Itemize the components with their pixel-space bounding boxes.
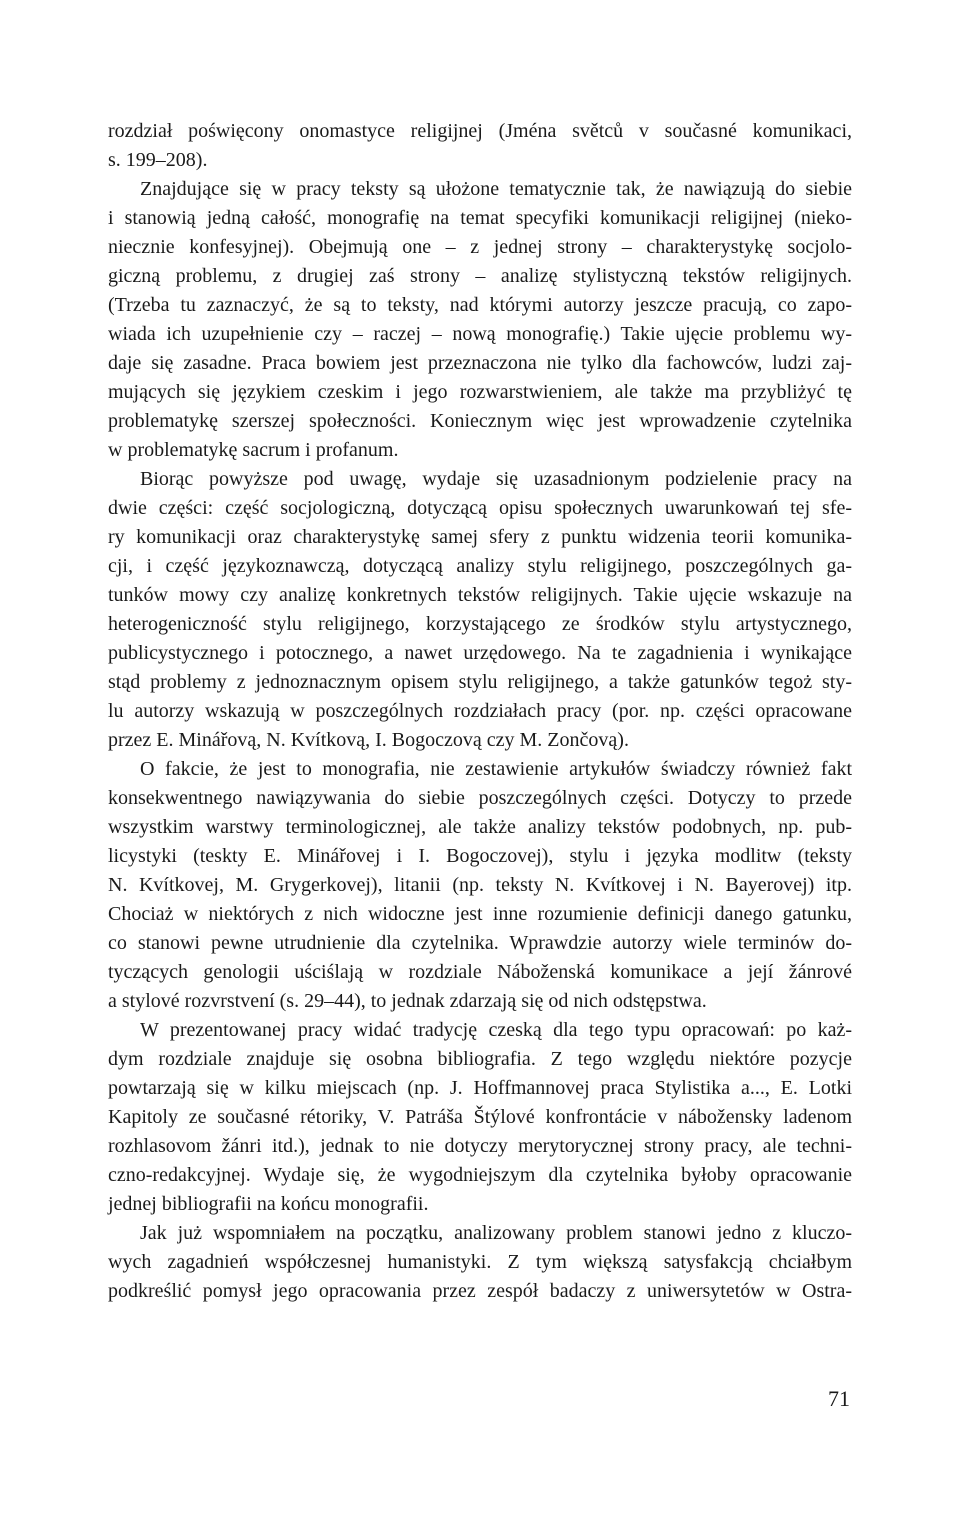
text-line: w problematykę sacrum i profanum. <box>108 439 399 461</box>
text-line: stąd problemy z jednoznacznym opisem stylu religijnego, a także gatunków tegoż sty- <box>108 671 852 693</box>
text-line: N. Kvítkovej, M. Grygerkovej), litanii (np. teksty N. Kvítkovej i N. Bayerovej) itp. <box>108 874 852 896</box>
text-line: czno-redakcyjnej. Wydaje się, że wygodniejszym dla czytelnika byłoby opracowanie <box>108 1164 852 1186</box>
text-line: Kapitoly ze současné rétoriky, V. Patráša Štýlové konfrontácie v nábožensky ladenom <box>108 1106 852 1128</box>
text-line: mujących się językiem czeskim i jego rozwarstwieniem, ale także ma przybliżyć tę <box>108 381 852 403</box>
paragraph <box>108 755 852 1016</box>
text-line: Biorąc powyższe pod uwagę, wydaje się uzasadnionym podzielenie pracy na <box>140 468 852 490</box>
text-line: lu autorzy wskazują w poszczególnych rozdziałach pracy (por. np. części opracowane <box>108 700 852 722</box>
text-line: rozhlasovom žánri itd.), jednak to nie dotyczy merytorycznej strony pracy, ale techni- <box>108 1135 852 1157</box>
page-number: 71 <box>828 1386 850 1411</box>
text-line: rozdział poświęcony onomastyce religijnej (Jména světců v současné komunikaci, <box>108 120 852 142</box>
paragraph <box>108 1219 852 1306</box>
text-line: publicystycznego i potocznego, a nawet urzędowego. Na te zagadnienia i wynikające <box>108 642 852 664</box>
paragraph <box>108 1016 852 1219</box>
text-line: wych zagadnień współczesnej humanistyki. Z tym większą satysfakcją chciałbym <box>108 1251 852 1273</box>
text-line: (Trzeba tu zaznaczyć, że są to teksty, nad którymi autorzy jeszcze pracują, co zapo- <box>108 294 852 316</box>
text-line: i stanowią jedną całość, monografię na temat specyfiki komunikacji religijnej (nieko- <box>108 207 852 229</box>
text-line: jednej bibliografii na końcu monografii. <box>108 1193 429 1215</box>
text-line: problematykę szerszej społeczności. Koniecznym więc jest wprowadzenie czytelnika <box>108 410 852 432</box>
paragraph <box>108 465 852 755</box>
text-line: daje się zasadne. Praca bowiem jest przeznaczona nie tylko dla fachowców, ludzi zaj- <box>108 352 852 374</box>
text-line: heterogeniczność stylu religijnego, korzystającego ze środków stylu artystycznego, <box>108 613 852 635</box>
text-line: dwie części: część socjologiczną, dotyczącą opisu społecznych uwarunkowań tej sfe- <box>108 497 852 519</box>
text-line: Znajdujące się w pracy teksty są ułożone tematycznie tak, że nawiązują do siebie <box>140 178 852 200</box>
text-line: co stanowi pewne utrudnienie dla czytelnika. Wprawdzie autorzy wiele terminów do- <box>108 932 852 954</box>
text-line: niecznie konfesyjnej). Obejmują one – z jednej strony – charakterystykę socjolo- <box>108 236 852 258</box>
text-line: cji, i część językoznawczą, dotyczącą analizy stylu religijnego, poszczególnych ga- <box>108 555 852 577</box>
text-line: s. 199–208). <box>108 149 208 171</box>
text-line: wiada ich uzupełnienie czy – raczej – nową monografię.) Takie ujęcie problemu wy- <box>108 323 852 345</box>
text-line: O fakcie, że jest to monografia, nie zestawienie artykułów świadczy również fakt <box>140 758 852 780</box>
text-line: przez E. Minářovą, N. Kvítkovą, I. Bogoczovą czy M. Zončovą). <box>108 729 629 751</box>
text-line: wszystkim warstwy terminologicznej, ale także analizy tekstów podobnych, np. pub- <box>108 816 852 838</box>
text-line: tyczących genologii uściślają w rozdziale Náboženská komunikace a její žánrové <box>108 961 852 983</box>
paragraph <box>108 117 852 175</box>
text-line: konsekwentnego nawiązywania do siebie poszczególnych części. Dotyczy to przede <box>108 787 852 809</box>
text-line: ry komunikacji oraz charakterystykę samej sfery z punktu widzenia teorii komunika- <box>108 526 852 548</box>
text-line: Chociaż w niektórych z nich widoczne jest inne rozumienie definicji danego gatunku, <box>108 903 852 925</box>
text-line: tunków mowy czy analizę konkretnych tekstów religijnych. Takie ujęcie wskazuje na <box>108 584 852 606</box>
text-line: Jak już wspomniałem na początku, analizowany problem stanowi jedno z kluczo- <box>140 1222 852 1244</box>
text-line: dym rozdziale znajduje się osobna bibliografia. Z tego względu niektóre pozycje <box>108 1048 852 1070</box>
text-line: giczną problemu, z drugiej zaś strony – analizę stylistyczną tekstów religijnych. <box>108 265 852 287</box>
document-body <box>108 117 852 1306</box>
text-line: a stylové rozvrstvení (s. 29–44), to jednak zdarzają się od nich odstępstwa. <box>108 990 707 1012</box>
text-line: powtarzają się w kilku miejscach (np. J. Hoffmannovej praca Stylistika a..., E. Lotki <box>108 1077 852 1099</box>
paragraph <box>108 175 852 465</box>
text-line: podkreślić pomysł jego opracowania przez zespół badaczy z uniwersytetów w Ostra- <box>108 1280 852 1302</box>
text-line: W prezentowanej pracy widać tradycję czeską dla tego typu opracowań: po każ- <box>140 1019 852 1041</box>
text-line: licystyki (teskty E. Minářovej i I. Bogoczovej), stylu i języka modlitw (teksty <box>108 845 852 867</box>
